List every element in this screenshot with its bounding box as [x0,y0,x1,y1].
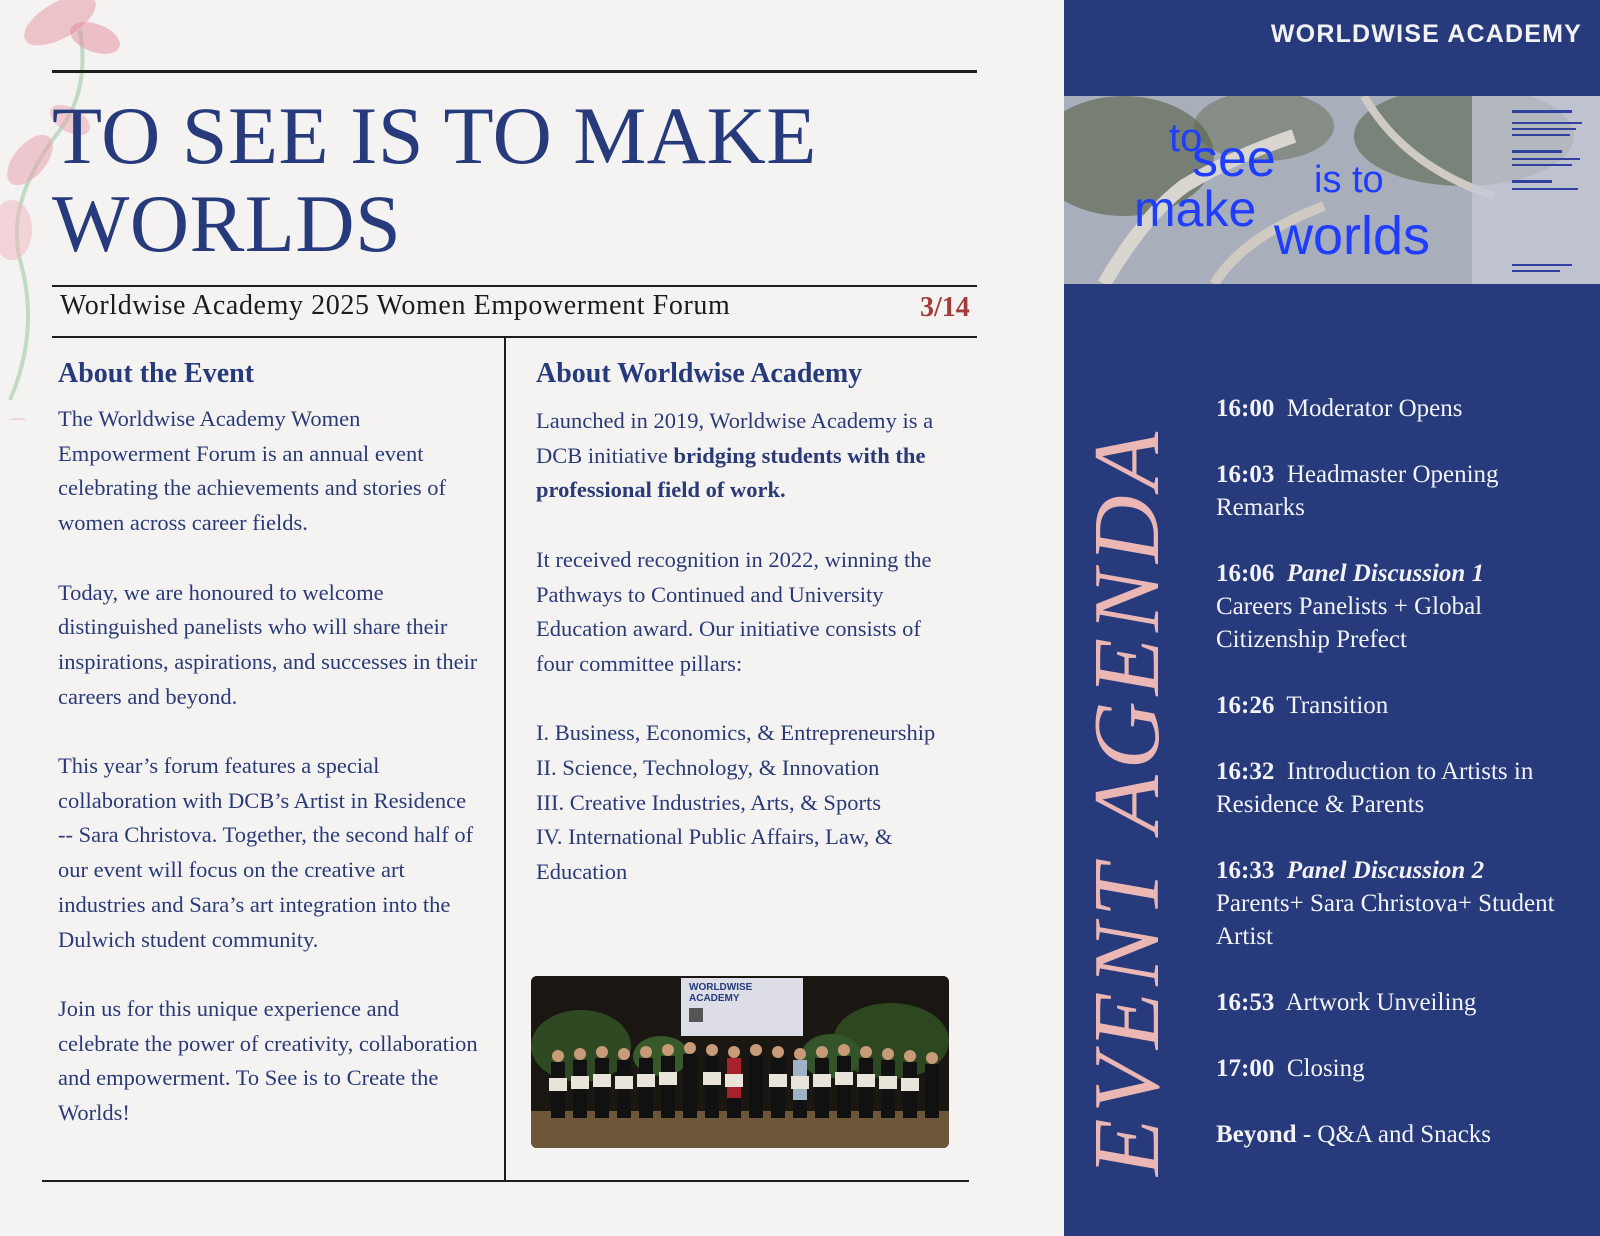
agenda-item [1216,1052,1586,1085]
agenda-item [1216,1118,1586,1151]
poster-artwork-icon [1064,96,1600,284]
about-academy-text [536,404,956,890]
poster-word: make [1134,181,1257,237]
about-event-text [58,402,478,1131]
agenda-time: Beyond [1216,1121,1297,1148]
agenda-item [1216,854,1586,953]
agenda-label: - Q&A and Snacks [1302,1121,1492,1148]
academy-intro-bold: bridging students with the professional field of work. [536,442,926,503]
agenda-panel: Panel Discussion 1 [1286,560,1485,587]
agenda-time: 16:53 [1216,989,1275,1016]
agenda-detail: Parents+ Sara Christova+ Student Artist [1216,890,1555,950]
about-event-paragraph: Today, we are honoured to welcome distinguished panelists who will share their inspirations, aspirations, and successes in their careers and beyond. [58,579,478,709]
pillar-item: IV. International Public Affairs, Law, & Education [536,824,893,885]
agenda-label: Introduction to Artists in Residence & Parents [1216,758,1534,818]
agenda-panel: Panel Discussion 2 [1286,857,1485,884]
agenda-label: Artwork Unveiling [1285,989,1477,1016]
page-number: 3/14 [920,292,970,323]
page-title: TO SEE IS TO MAKE WORLDS [52,90,817,269]
agenda-item [1216,689,1586,722]
academy-recognition: It received recognition in 2022, winning the Pathways to Continued and University Education award. Our initiative consists of four committee pillars: [536,546,932,676]
event-poster [1064,96,1600,284]
about-academy-heading: About Worldwise Academy [536,358,863,389]
poster-word: see [1192,130,1276,188]
poster-word: is to [1314,159,1384,201]
agenda-item [1216,755,1586,821]
top-rule [52,70,977,73]
agenda-item [1216,557,1586,656]
subtitle-rule-bottom [52,336,977,338]
agenda-list [1216,392,1586,1184]
poster-word: worlds [1274,206,1431,266]
about-event-paragraph: The Worldwise Academy Women Empowerment Forum is an annual event celebrating the achievements and stories of women across career fields. [58,406,446,536]
about-event-paragraph: This year’s forum features a special collaboration with DCB’s Artist in Residence -- Sara Christova. Together, the second half of our event will focus on the creative art industries and Sara’s art integration into the Dulwich student community. [58,753,474,952]
agenda-time: 16:03 [1216,461,1275,488]
agenda-label: Headmaster Opening Remarks [1216,461,1499,521]
agenda-time: 16:26 [1216,692,1275,719]
agenda-detail: Careers Panelists + Global Citizenship Prefect [1216,593,1483,653]
agenda-item [1216,458,1586,524]
forum-group-photo [531,976,949,1148]
agenda-time: 17:00 [1216,1055,1275,1082]
pillar-item: II. Science, Technology, & Innovation [536,755,880,780]
agenda-item [1216,392,1586,425]
pillar-item: I. Business, Economics, & Entrepreneurship [536,720,936,746]
forum-subtitle: Worldwise Academy 2025 Women Empowerment Forum [60,290,731,321]
agenda-time: 16:32 [1216,758,1275,785]
brand-logo: WORLDWISE ACADEMY [1270,20,1582,48]
photo-screen-subtitle: ACADEMY [689,993,740,1004]
agenda-time: 16:00 [1216,395,1275,422]
about-event-heading: About the Event [58,358,255,389]
agenda-label: Moderator Opens [1286,395,1463,422]
poster-word: to [1169,116,1203,160]
event-agenda-vertical-title: EVENT AGENDA [1075,425,1179,1176]
about-event-paragraph: Join us for this unique experience and celebrate the power of creativity, collaboration and empowerment. To See is to Create the Worlds! [58,995,478,1126]
photo-screen-title: WORLDWISE [689,982,753,993]
stage-photo-icon [531,976,949,1148]
pillar-list [536,716,956,890]
agenda-time: 16:33 [1216,857,1275,884]
agenda-label: Transition [1286,692,1389,719]
agenda-label: Closing [1286,1055,1365,1082]
pillar-item: III. Creative Industries, Arts, & Sports [536,789,881,815]
agenda-item [1216,986,1586,1019]
agenda-time: 16:06 [1216,560,1275,587]
bottom-rule [42,1180,969,1182]
academy-intro [536,404,956,508]
column-divider [504,338,506,1181]
subtitle-rule-top [52,285,977,287]
academy-intro-text: Launched in 2019, Worldwise Academy is a DCB initiative [536,408,934,468]
